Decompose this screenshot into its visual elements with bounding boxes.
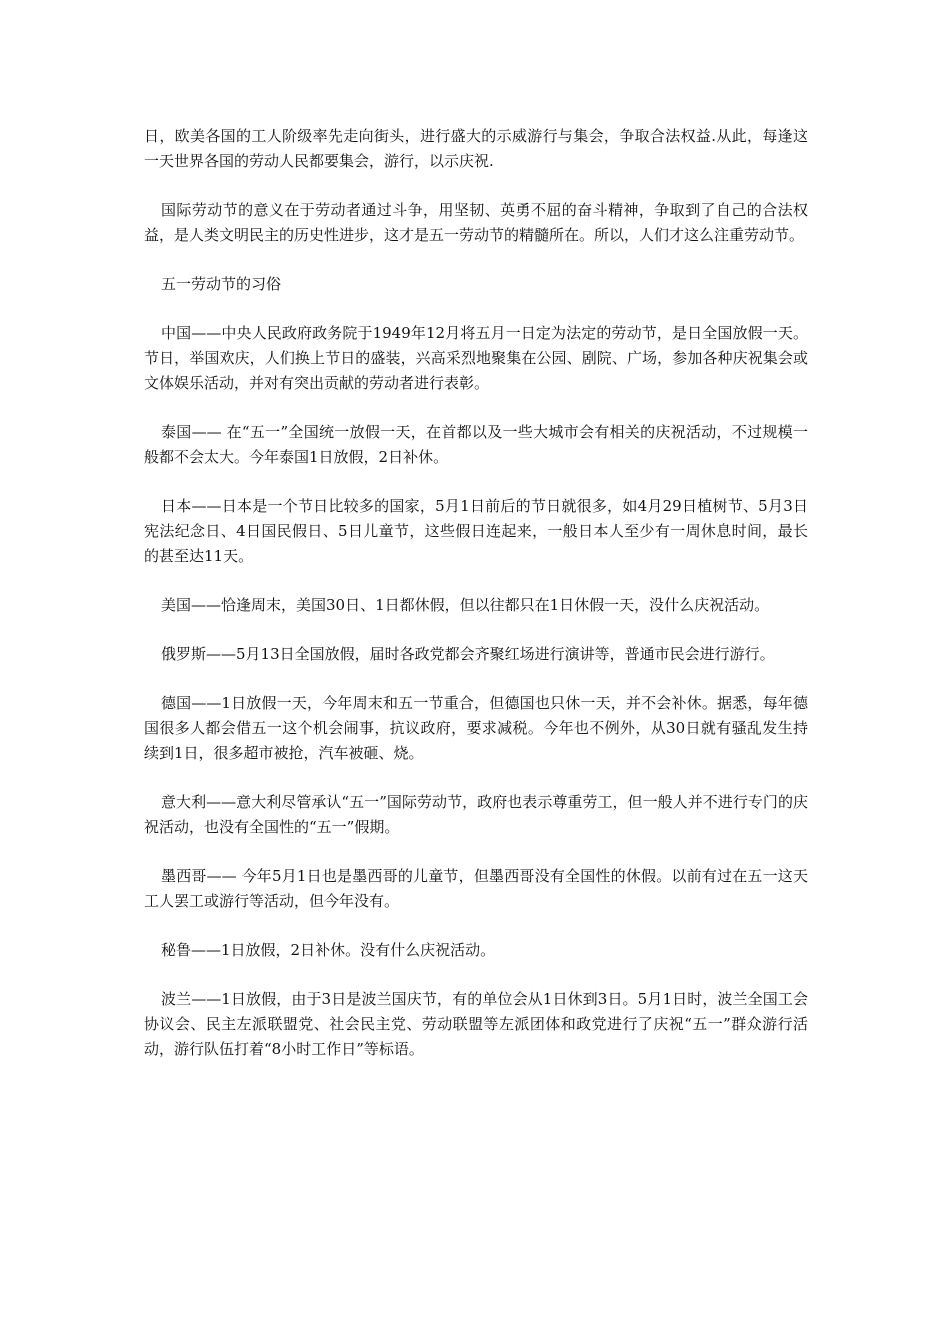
document-body <box>144 124 808 1086</box>
paragraph-japan: 日本——日本是一个节日比较多的国家，5月1日前后的节日就很多，如4月29日植树节、5月3日宪法纪念日、4日国民假日、5日儿童节，这些假日连起来，一般日本人至少有一周休息时间，最长的甚至达11天。 <box>144 497 808 565</box>
paragraph-poland: 波兰——1日放假，由于3日是波兰国庆节，有的单位会从1日休到3日。5月1日时，波兰全国工会协议会、民主左派联盟党、社会民主党、劳动联盟等左派团体和政党进行了庆祝“五一”群众游行活动，游行队伍打着“8小时工作日”等标语。 <box>144 990 808 1058</box>
paragraph-usa: 美国——恰逢周末，美国30日、1日都休假，但以往都只在1日休假一天，没什么庆祝活动。 <box>161 596 770 614</box>
paragraph-continuation: 日，欧美各国的工人阶级率先走向街头，进行盛大的示威游行与集会，争取合法权益.从此，每逢这一天世界各国的劳动人民都要集会，游行，以示庆祝. <box>144 127 808 170</box>
paragraph-italy: 意大利——意大利尽管承认“五一”国际劳动节，政府也表示尊重劳工，但一般人并不进行专门的庆祝活动，也没有全国性的“五一”假期。 <box>144 793 808 836</box>
paragraph-thailand: 泰国—— 在“五一”全国统一放假一天，在首都以及一些大城市会有相关的庆祝活动，不过规模一般都不会太大。今年泰国1日放假，2日补休。 <box>144 423 808 466</box>
section-heading-customs: 五一劳动节的习俗 <box>161 275 282 293</box>
paragraph-china: 中国——中央人民政府政务院于1949年12月将五月一日定为法定的劳动节，是日全国放假一天。节日，举国欢庆，人们换上节日的盛装，兴高采烈地聚集在公园、剧院、广场，参加各种庆祝集会或文体娱乐活动，并对有突出贡献的劳动者进行表彰。 <box>144 324 808 392</box>
paragraph-peru: 秘鲁——1日放假，2日补休。没有什么庆祝活动。 <box>161 941 496 959</box>
paragraph-russia: 俄罗斯——5月13日全国放假，届时各政党都会齐聚红场进行演讲等，普通市民会进行游行。 <box>161 645 775 663</box>
paragraph-mexico: 墨西哥—— 今年5月1日也是墨西哥的儿童节，但墨西哥没有全国性的休假。以前有过在五一这天工人罢工或游行等活动，但今年没有。 <box>144 867 808 910</box>
paragraph-significance: 国际劳动节的意义在于劳动者通过斗争，用坚韧、英勇不屈的奋斗精神，争取到了自己的合法权益，是人类文明民主的历史性进步，这才是五一劳动节的精髓所在。所以，人们才这么注重劳动节。 <box>144 201 808 244</box>
paragraph-germany: 德国——1日放假一天，今年周末和五一节重合，但德国也只休一天，并不会补休。据悉，每年德国很多人都会借五一这个机会闹事，抗议政府，要求减税。今年也不例外，从30日就有骚乱发生持续到1日，很多超市被抢，汽车被砸、烧。 <box>144 694 808 762</box>
